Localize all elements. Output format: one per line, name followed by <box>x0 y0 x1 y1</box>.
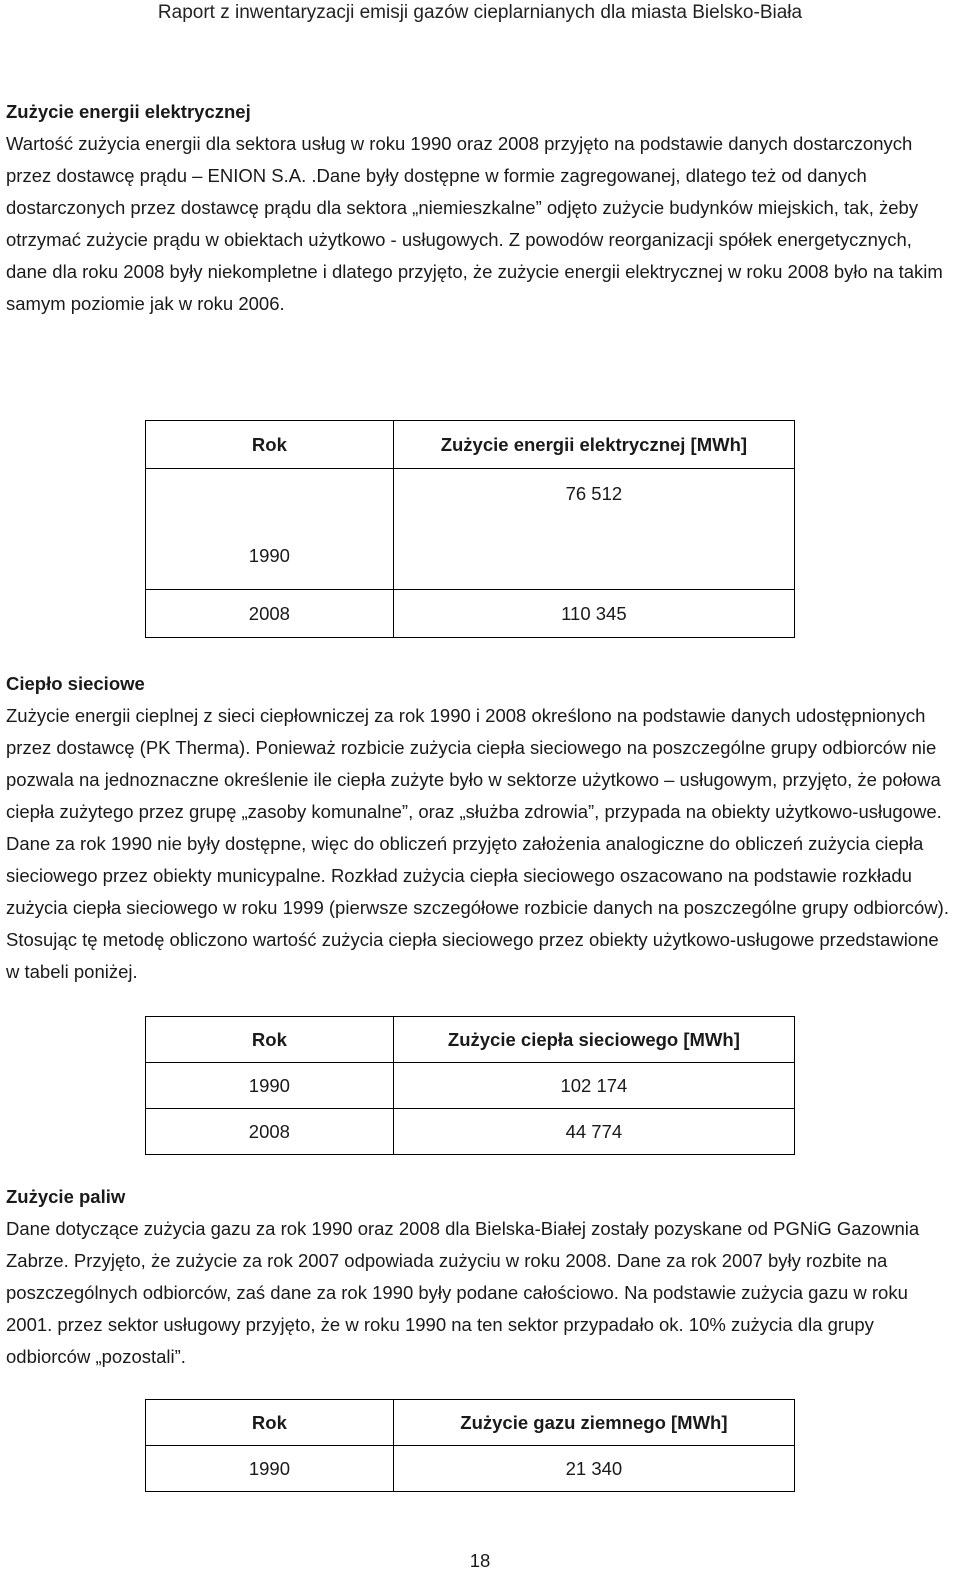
section-heading-electricity: Zużycie energii elektrycznej <box>6 101 251 122</box>
table-header-year: Rok <box>146 1017 394 1063</box>
fuel-table <box>145 1399 795 1492</box>
table-cell-value: 76 512 <box>393 469 794 590</box>
table-header-year: Rok <box>146 421 394 469</box>
heat-table <box>145 1016 795 1155</box>
table-cell-year: 1990 <box>146 1063 394 1109</box>
table-cell-value: 44 774 <box>393 1109 794 1155</box>
table-header-value: Zużycie energii elektrycznej [MWh] <box>393 421 794 469</box>
table-header-row <box>146 1017 795 1063</box>
document-body <box>6 96 954 1492</box>
table-row <box>146 1446 795 1492</box>
table-row <box>146 1109 795 1155</box>
table-cell-year: 1990 <box>146 1446 394 1492</box>
paragraph-heat-1: Zużycie energii cieplnej z sieci ciepłowniczej za rok 1990 i 2008 określono na podstawie danych udostępnionych przez dostawcę (PK Therma). Ponieważ rozbicie zużycia ciepła sieciowego na poszczególne grupy odbiorców nie pozwala na jednoznaczne określenie ile ciepła zużyte było w sektorze użytkowo – usługowym, przyjęto, że połowa ciepła zużytego przez grupę „zasoby komunalne”, oraz „służba zdrowia”, przypada na obiekty użytkowo-usługowe. <box>6 705 942 822</box>
table-cell-year: 2008 <box>146 590 394 638</box>
table-header-row <box>146 421 795 469</box>
table-header-value: Zużycie gazu ziemnego [MWh] <box>393 1400 794 1446</box>
table-row <box>146 590 795 638</box>
paragraph-fuel: Dane dotyczące zużycia gazu za rok 1990 oraz 2008 dla Bielska-Białej zostały pozyskane od PGNiG Gazownia Zabrze. Przyjęto, że zużycie za rok 2007 odpowiada zużyciu w roku 2008. Dane za rok 2007 były rozbite na poszczególnych odbiorców, zaś dane za rok 1990 były podane całościowo. Na podstawie zużycia gazu w roku 2001. przez sektor usługowy przyjęto, że w roku 1990 na ten sektor przypadało ok. 10% zużycia dla grupy odbiorców „pozostali”. <box>6 1218 920 1367</box>
page-header: Raport z inwentaryzacji emisji gazów cieplarnianych dla miasta Bielsko-Biała <box>157 2 803 23</box>
table-cell-year: 2008 <box>146 1109 394 1155</box>
table-row <box>146 1063 795 1109</box>
electricity-table <box>145 420 795 638</box>
paragraph-heat-2: Dane za rok 1990 nie były dostępne, więc do obliczeń przyjęto założenia analogiczne do obliczeń zużycia ciepła sieciowego przez obiekty municypalne. Rozkład zużycia ciepła sieciowego oszacowano na podstawie rozkładu zużycia ciepła sieciowego w roku 1999 (pierwsze szczegółowe rozbicie danych na poszczególne grupy odbiorców). Stosując tę metodę obliczono wartość zużycia ciepła sieciowego przez obiekty użytkowo-usługowe przedstawione w tabeli poniżej. <box>6 833 949 982</box>
table-row <box>146 469 795 590</box>
table-cell-value: 110 345 <box>393 590 794 638</box>
table-header-row <box>146 1400 795 1446</box>
table-header-year: Rok <box>146 1400 394 1446</box>
table-cell-value: 21 340 <box>393 1446 794 1492</box>
section-heading-fuel: Zużycie paliw <box>6 1186 126 1207</box>
section-heading-heat: Ciepło sieciowe <box>6 673 145 694</box>
table-cell-year: 1990 <box>146 469 394 590</box>
page-number: 18 <box>469 1550 491 1571</box>
paragraph-electricity: Wartość zużycia energii dla sektora usług w roku 1990 oraz 2008 przyjęto na podstawie danych dostarczonych przez dostawcę prądu – ENION S.A. .Dane były dostępne w formie zagregowanej, dlatego też od danych dostarczonych przez dostawcę prądu dla sektora „niemieszkalne” odjęto zużycie budynków miejskich, tak, żeby otrzymać zużycie prądu w obiektach użytkowo - usługowych. Z powodów reorganizacji spółek energetycznych, dane dla roku 2008 były niekompletne i dlatego przyjęto, że zużycie energii elektrycznej w roku 2008 było na takim samym poziomie jak w roku 2006. <box>6 133 943 314</box>
table-cell-value: 102 174 <box>393 1063 794 1109</box>
table-header-value: Zużycie ciepła sieciowego [MWh] <box>393 1017 794 1063</box>
